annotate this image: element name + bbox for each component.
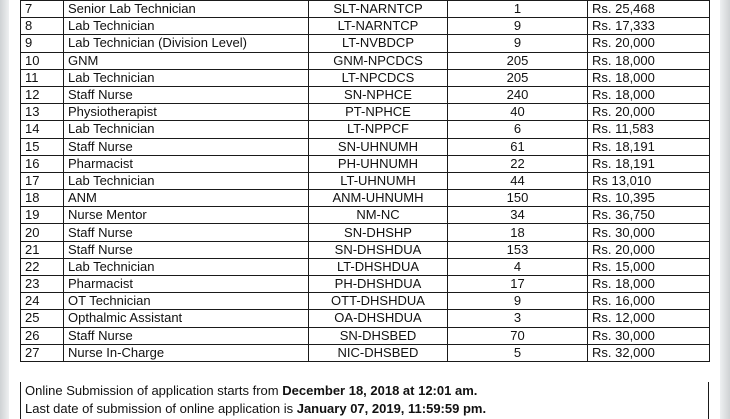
monthly-pay: Rs. 20,000 [588, 241, 710, 258]
post-code: LT-NARNTCP [309, 18, 448, 35]
monthly-pay: Rs 13,010 [588, 172, 710, 189]
monthly-pay: Rs. 18,191 [588, 155, 710, 172]
post-name: Staff Nurse [64, 327, 309, 344]
monthly-pay: Rs. 17,333 [588, 18, 710, 35]
post-code: PH-UHNUMH [309, 155, 448, 172]
post-code: SN-UHNUMH [309, 138, 448, 155]
post-code: LT-UHNUMH [309, 172, 448, 189]
vacancy-count: 1 [448, 1, 588, 18]
monthly-pay: Rs. 18,000 [588, 276, 710, 293]
recruitment-notice [20, 0, 709, 419]
post-code: GNM-NPCDCS [309, 52, 448, 69]
serial-number: 25 [21, 310, 64, 327]
monthly-pay: Rs. 10,395 [588, 190, 710, 207]
table-row [21, 207, 710, 224]
post-code: LT-NPPCF [309, 121, 448, 138]
serial-number: 26 [21, 327, 64, 344]
monthly-pay: Rs. 20,000 [588, 35, 710, 52]
serial-number: 8 [21, 18, 64, 35]
vacancy-count: 34 [448, 207, 588, 224]
post-name: Physiotherapist [64, 104, 309, 121]
table-row [21, 293, 710, 310]
table-row [21, 327, 710, 344]
monthly-pay: Rs. 25,468 [588, 1, 710, 18]
vacancy-count: 70 [448, 327, 588, 344]
post-name: Lab Technician [64, 172, 309, 189]
table-row [21, 224, 710, 241]
vacancy-count: 9 [448, 293, 588, 310]
serial-number: 16 [21, 155, 64, 172]
monthly-pay: Rs. 18,000 [588, 69, 710, 86]
table-row [21, 155, 710, 172]
monthly-pay: Rs. 32,000 [588, 344, 710, 361]
table-row [21, 52, 710, 69]
post-name: GNM [64, 52, 309, 69]
post-code: LT-NPCDCS [309, 69, 448, 86]
post-code: OA-DHSHDUA [309, 310, 448, 327]
serial-number: 9 [21, 35, 64, 52]
post-name: Nurse In-Charge [64, 344, 309, 361]
table-row [21, 310, 710, 327]
post-code: NIC-DHSBED [309, 344, 448, 361]
post-name: OT Technician [64, 293, 309, 310]
post-name: Opthalmic Assistant [64, 310, 309, 327]
table-row [21, 121, 710, 138]
post-code: SN-NPHCE [309, 86, 448, 103]
vacancy-count: 3 [448, 310, 588, 327]
serial-number: 11 [21, 69, 64, 86]
table-row [21, 104, 710, 121]
vacancy-count: 17 [448, 276, 588, 293]
post-name: Senior Lab Technician [64, 1, 309, 18]
serial-number: 17 [21, 172, 64, 189]
submission-start-date: December 18, 2018 at 12:01 am. [282, 383, 478, 398]
post-name: Lab Technician (Division Level) [64, 35, 309, 52]
monthly-pay: Rs. 30,000 [588, 224, 710, 241]
post-code: SN-DHSHDUA [309, 241, 448, 258]
monthly-pay: Rs. 15,000 [588, 258, 710, 275]
table-row [21, 276, 710, 293]
vacancy-count: 61 [448, 138, 588, 155]
vacancy-count: 40 [448, 104, 588, 121]
post-name: Staff Nurse [64, 224, 309, 241]
serial-number: 12 [21, 86, 64, 103]
post-name: Pharmacist [64, 155, 309, 172]
monthly-pay: Rs. 11,583 [588, 121, 710, 138]
serial-number: 21 [21, 241, 64, 258]
vacancy-count: 240 [448, 86, 588, 103]
submission-deadline-prefix: Last date of submission of online application is [25, 401, 297, 416]
post-code: SN-DHSBED [309, 327, 448, 344]
submission-notes [20, 382, 709, 419]
monthly-pay: Rs. 36,750 [588, 207, 710, 224]
table-row [21, 69, 710, 86]
left-page-edge [0, 0, 9, 419]
right-page-edge [720, 0, 730, 419]
submission-deadline-note [25, 400, 708, 417]
table-row [21, 172, 710, 189]
post-name: Staff Nurse [64, 138, 309, 155]
submission-start-note [25, 382, 708, 399]
post-code: PT-NPHCE [309, 104, 448, 121]
table-row [21, 1, 710, 18]
post-code: OTT-DHSHDUA [309, 293, 448, 310]
post-code: SLT-NARNTCP [309, 1, 448, 18]
vacancy-count: 44 [448, 172, 588, 189]
vacancy-count: 9 [448, 18, 588, 35]
monthly-pay: Rs. 18,000 [588, 86, 710, 103]
post-code: ANM-UHNUMH [309, 190, 448, 207]
post-name: Staff Nurse [64, 241, 309, 258]
monthly-pay: Rs. 12,000 [588, 310, 710, 327]
vacancy-count: 5 [448, 344, 588, 361]
vacancy-count: 150 [448, 190, 588, 207]
serial-number: 15 [21, 138, 64, 155]
post-code: SN-DHSHP [309, 224, 448, 241]
post-code: NM-NC [309, 207, 448, 224]
post-name: Lab Technician [64, 258, 309, 275]
table-row [21, 241, 710, 258]
serial-number: 22 [21, 258, 64, 275]
post-code: LT-NVBDCP [309, 35, 448, 52]
table-row [21, 138, 710, 155]
monthly-pay: Rs. 20,000 [588, 104, 710, 121]
vacancy-table [20, 0, 710, 362]
serial-number: 19 [21, 207, 64, 224]
serial-number: 18 [21, 190, 64, 207]
table-row [21, 35, 710, 52]
table-row [21, 190, 710, 207]
monthly-pay: Rs. 18,000 [588, 52, 710, 69]
post-code: PH-DHSHDUA [309, 276, 448, 293]
post-name: Lab Technician [64, 69, 309, 86]
vacancy-count: 18 [448, 224, 588, 241]
post-name: ANM [64, 190, 309, 207]
post-name: Lab Technician [64, 18, 309, 35]
submission-deadline-date: January 07, 2019, 11:59:59 pm. [296, 401, 487, 416]
table-row [21, 86, 710, 103]
post-name: Pharmacist [64, 276, 309, 293]
submission-start-prefix: Online Submission of application starts from [25, 383, 283, 398]
vacancy-count: 9 [448, 35, 588, 52]
vacancy-count: 4 [448, 258, 588, 275]
serial-number: 24 [21, 293, 64, 310]
post-name: Staff Nurse [64, 86, 309, 103]
monthly-pay: Rs. 30,000 [588, 327, 710, 344]
serial-number: 14 [21, 121, 64, 138]
serial-number: 20 [21, 224, 64, 241]
table-row [21, 258, 710, 275]
post-name: Lab Technician [64, 121, 309, 138]
serial-number: 7 [21, 1, 64, 18]
monthly-pay: Rs. 16,000 [588, 293, 710, 310]
vacancy-count: 205 [448, 52, 588, 69]
table-row [21, 344, 710, 361]
serial-number: 23 [21, 276, 64, 293]
table-row [21, 18, 710, 35]
serial-number: 10 [21, 52, 64, 69]
vacancy-count: 153 [448, 241, 588, 258]
serial-number: 13 [21, 104, 64, 121]
monthly-pay: Rs. 18,191 [588, 138, 710, 155]
vacancy-count: 22 [448, 155, 588, 172]
vacancy-count: 6 [448, 121, 588, 138]
post-name: Nurse Mentor [64, 207, 309, 224]
serial-number: 27 [21, 344, 64, 361]
post-code: LT-DHSHDUA [309, 258, 448, 275]
vacancy-table-body [21, 1, 710, 362]
vacancy-count: 205 [448, 69, 588, 86]
